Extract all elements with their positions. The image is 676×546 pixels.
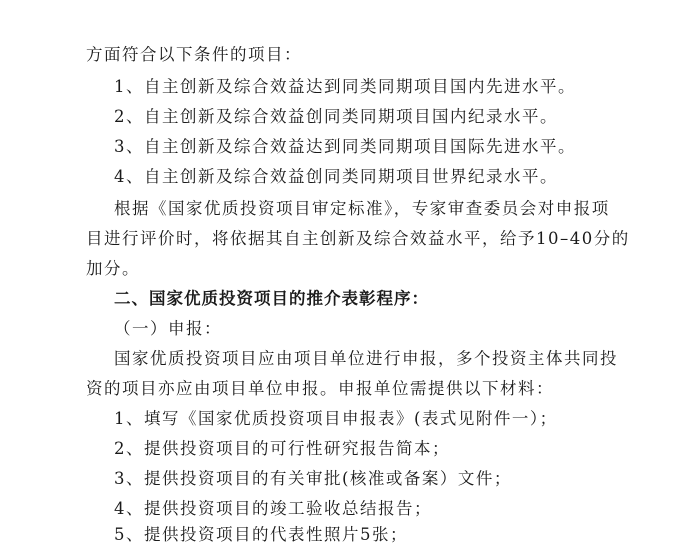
material-item: 1、填写《国家优质投资项目申报表》(表式见附件一）； xyxy=(114,409,558,428)
scoring-paragraph-line: 根据《国家优质投资项目审定标准》，专家审查委员会对申报项 xyxy=(114,199,610,218)
material-item: 2、提供投资项目的可行性研究报告简本； xyxy=(114,439,450,458)
scoring-paragraph-line: 加分。 xyxy=(86,259,140,278)
application-paragraph-line: 国家优质投资项目应由项目单位进行申报，多个投资主体共同投 xyxy=(114,349,618,368)
intro-line: 方面符合以下条件的项目： xyxy=(86,45,302,64)
scoring-paragraph-line: 目进行评价时，将依据其自主创新及综合效益水平，给予10–40分的 xyxy=(86,229,630,248)
condition-item: 3、自主创新及综合效益达到同类同期项目国际先进水平。 xyxy=(114,137,576,156)
material-item: 4、提供投资项目的竣工验收总结报告； xyxy=(114,499,432,518)
condition-item: 1、自主创新及综合效益达到同类同期项目国内先进水平。 xyxy=(114,77,576,96)
material-item: 3、提供投资项目的有关审批(核准或备案）文件； xyxy=(114,469,512,488)
section-heading: 二、国家优质投资项目的推介表彰程序： xyxy=(114,289,429,308)
condition-item: 4、自主创新及综合效益创同类同期项目世界纪录水平。 xyxy=(114,167,558,186)
condition-item: 2、自主创新及综合效益创同类同期项目国内纪录水平。 xyxy=(114,107,558,126)
application-paragraph-line: 资的项目亦应由项目单位申报。申报单位需提供以下材料： xyxy=(86,379,554,398)
material-item: 5、提供投资项目的代表性照片5张； xyxy=(114,525,408,544)
subsection-heading: （一）申报： xyxy=(114,319,222,338)
